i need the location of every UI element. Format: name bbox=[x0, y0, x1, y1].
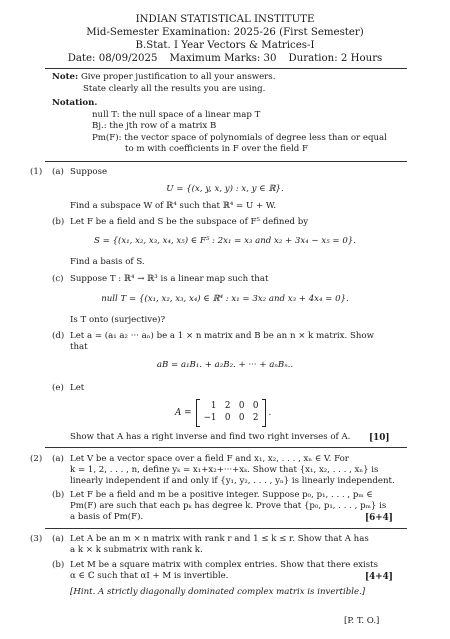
exam-meta bbox=[0, 53, 450, 64]
header-divider bbox=[45, 68, 407, 69]
notation-label: Notation. bbox=[52, 98, 98, 108]
q1e-matrix-lhs: A = bbox=[175, 408, 192, 418]
q1e-matrix bbox=[200, 401, 262, 425]
q2a-label: (a) bbox=[52, 454, 64, 464]
notation-item: to m with coefficients in F over the field F bbox=[125, 144, 308, 154]
exam-date: Date: 08/09/2025 bbox=[67, 53, 158, 64]
notation-item: Pm(F): the vector space of polynomials of degree less than or equal bbox=[92, 133, 387, 143]
q2b-line-3: a basis of Pm(F). bbox=[70, 512, 144, 522]
q3a-line-2: a k × k submatrix with rank k. bbox=[70, 545, 203, 555]
exam-title: Mid-Semester Examination: 2025-26 (First Semester) bbox=[86, 27, 364, 38]
matrix-cell: −1 bbox=[203, 413, 217, 423]
q3b-line-1: Let M be a square matrix with complex entries. Show that there exists bbox=[70, 560, 379, 570]
note-line-1: Give proper justification to all your answers. bbox=[80, 72, 276, 82]
q1d-text-1: Let a = (a₁ a₂ ··· aₙ) be a 1 × n matrix and B be an n × k matrix. Show bbox=[70, 331, 374, 341]
matrix-cell: 0 bbox=[252, 401, 259, 412]
matrix-cell: 0 bbox=[238, 401, 245, 412]
duration: Duration: 2 Hours bbox=[288, 53, 383, 64]
q2b-line-2: Pm(F) are such that each pₖ has degree k. Prove that {p₀, p₁, . . . , pₘ} is bbox=[70, 501, 387, 511]
matrix-cell: 2 bbox=[224, 401, 231, 412]
q1b-label: (b) bbox=[52, 217, 65, 227]
q1d-text-2: that bbox=[70, 342, 88, 352]
q2-marks: [6+4] bbox=[365, 513, 393, 523]
q1b-equation: S = {(x₁, x₂, x₃, x₄, x₅) ∈ F⁵ : 2x₁ = x₃ and x₂ + 3x₄ − x₅ = 0}. bbox=[94, 236, 356, 246]
note bbox=[52, 73, 275, 82]
q3a-label: (a) bbox=[52, 534, 64, 544]
q3-number: (3) bbox=[30, 534, 43, 544]
q1-number: (1) bbox=[30, 167, 43, 177]
note-line-2: State clearly all the results you are using. bbox=[83, 84, 266, 94]
q1c-label: (c) bbox=[52, 274, 64, 284]
q1e-text: Let bbox=[70, 383, 85, 393]
page-turn-note: [P. T. O.] bbox=[344, 616, 380, 626]
q2-number: (2) bbox=[30, 454, 43, 464]
q1-marks: [10] bbox=[369, 433, 390, 443]
q1-divider bbox=[45, 447, 407, 448]
q2-divider bbox=[45, 528, 407, 529]
notation-divider bbox=[45, 161, 407, 162]
q1e-label: (e) bbox=[52, 383, 64, 393]
notation-item: Bj.: the jth row of a matrix B bbox=[92, 121, 217, 131]
matrix-cell: 0 bbox=[224, 413, 231, 423]
matrix-cell: 2 bbox=[252, 413, 259, 423]
notation-item: null T: the null space of a linear map T bbox=[92, 110, 261, 120]
q3-hint: [Hint. A strictly diagonally dominated complex matrix is invertible.] bbox=[70, 587, 366, 597]
matrix-cell: 1 bbox=[210, 401, 217, 412]
q1e-matrix-period: . bbox=[268, 408, 272, 418]
note-label: Note: bbox=[52, 72, 79, 82]
q1a-text: Suppose bbox=[70, 167, 108, 177]
q1e-show: Show that A has a right inverse and find two right inverses of A. bbox=[70, 432, 351, 442]
max-marks: Maximum Marks: 30 bbox=[169, 53, 277, 64]
course-line: B.Stat. I Year Vectors & Matrices-I bbox=[135, 40, 315, 51]
q1d-equation: aB = a₁B₁. + a₂B₂. + ··· + aₙBₙ.. bbox=[156, 360, 294, 370]
q1d-label: (d) bbox=[52, 331, 65, 341]
q2a-line-2: k = 1, 2, . . . , n, define yₖ = x₁+x₂+···+xₖ. Show that {x₁, x₂, . . . , xₙ} is bbox=[70, 465, 379, 475]
q1a-equation: U = {(x, y, x, y) : x, y ∈ ℝ}. bbox=[166, 184, 284, 194]
q2a-line-1: Let V be a vector space over a field F and x₁, x₂, . . . , xₙ ∈ V. For bbox=[70, 454, 349, 464]
q1a-find: Find a subspace W of ℝ⁴ such that ℝ⁴ = U + W. bbox=[70, 201, 276, 211]
q3-marks: [4+4] bbox=[365, 572, 393, 582]
q1c-text: Suppose T : ℝ⁴ → ℝ³ is a linear map such that bbox=[70, 274, 269, 284]
q1c-question: Is T onto (surjective)? bbox=[70, 315, 166, 325]
q2b-label: (b) bbox=[52, 490, 65, 500]
q1c-equation: null T = {(x₁, x₂, x₃, x₄) ∈ ℝ⁴ : x₁ = 3x₂ and x₃ + 4x₄ = 0}. bbox=[101, 294, 349, 304]
matrix-cell: 0 bbox=[238, 413, 245, 423]
q2a-line-3: linearly independent if and only if {y₁, y₂, . . . , yₙ} is linearly independent. bbox=[70, 476, 395, 486]
q3b-label: (b) bbox=[52, 560, 65, 570]
matrix-right-bracket bbox=[262, 399, 266, 427]
q1a-label: (a) bbox=[52, 167, 64, 177]
q1e-matrix-block bbox=[175, 399, 271, 427]
q1b-find: Find a basis of S. bbox=[70, 257, 145, 267]
q1b-text: Let F be a field and S be the subspace of F⁵ defined by bbox=[70, 217, 309, 227]
q3b-line-2: α ∈ ℂ such that αI + M is invertible. bbox=[70, 571, 229, 581]
q2b-line-1: Let F be a field and m be a positive integer. Suppose p₀, p₁, . . . , pₘ ∈ bbox=[70, 490, 373, 500]
q3a-line-1: Let A be an m × n matrix with rank r and 1 ≤ k ≤ r. Show that A has bbox=[70, 534, 369, 544]
institute-name: INDIAN STATISTICAL INSTITUTE bbox=[135, 14, 315, 25]
